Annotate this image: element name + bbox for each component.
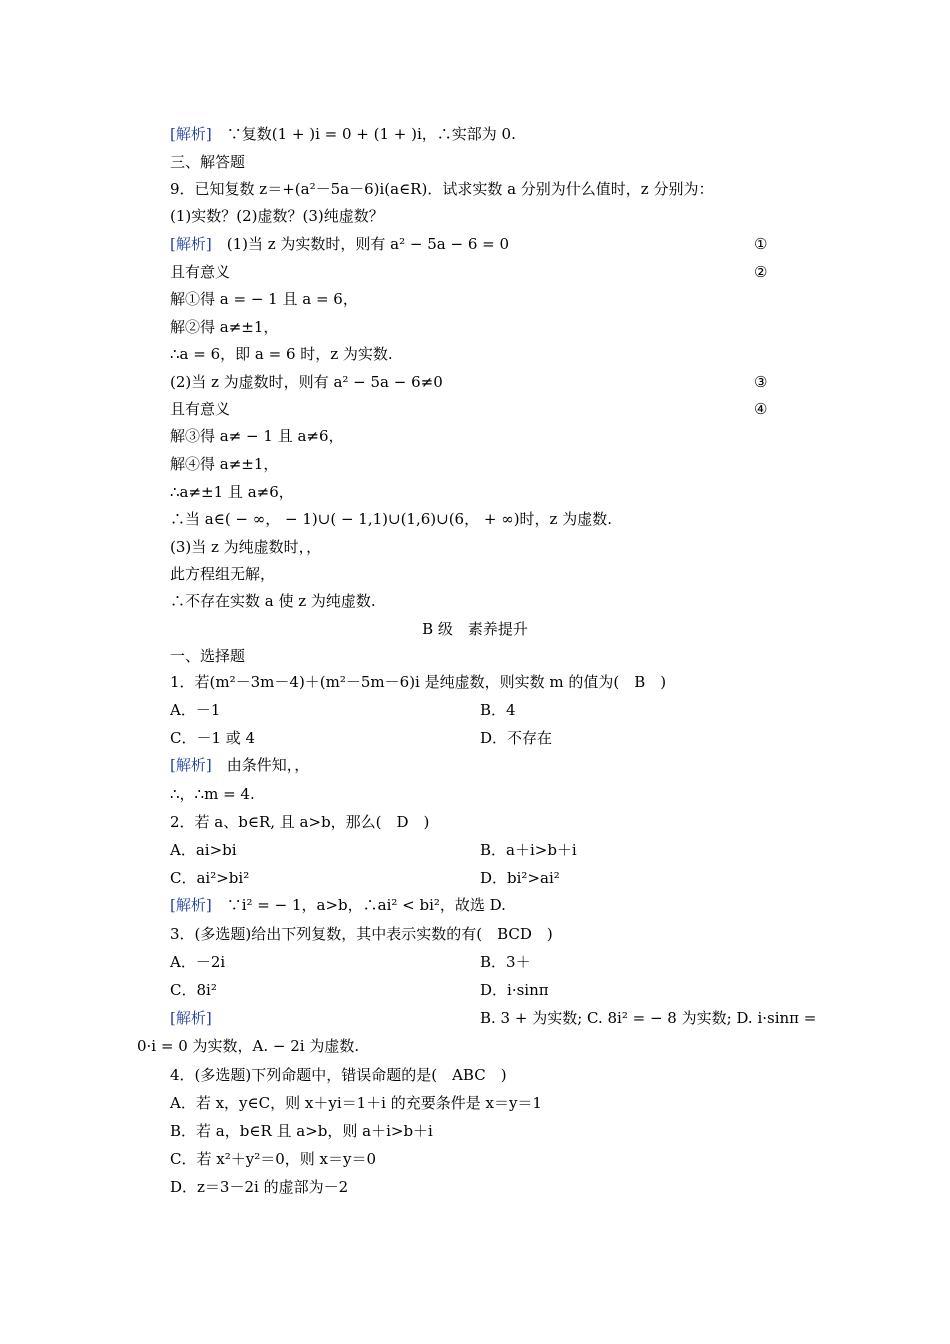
text-line	[170, 1063, 507, 1087]
line-text: (2)当 z 为虚数时，则有 a² − 5a − 6≠0	[170, 373, 443, 391]
text-line	[170, 122, 516, 146]
analysis-tag: [解析]	[170, 756, 212, 774]
text-line	[170, 753, 309, 777]
line-text: D．z＝3－2i 的虚部为－2	[170, 1178, 349, 1196]
line-text: ∴a≠±1 且 a≠6，	[170, 483, 294, 501]
line-text: 解②得 a≠±1，	[170, 318, 279, 336]
line-text: (3)当 z 为纯虚数时，，	[170, 538, 322, 556]
analysis-tag: [解析]	[170, 125, 212, 143]
line-text: 解①得 a = − 1 且 a = 6，	[170, 290, 358, 308]
line-text: ∵复数(1 + )i = 0 + (1 + )i，∴实部为 0.	[211, 125, 516, 143]
line-text: ∵i² = − 1，a>b，∴ai² < bi²，故选 D.	[211, 896, 506, 914]
line-text: 由条件知，，	[211, 756, 310, 774]
text-line	[170, 562, 275, 586]
line-text: 三、解答题	[170, 153, 246, 171]
option-left: C．ai²>bi²	[170, 869, 250, 887]
text-line	[170, 204, 384, 228]
text-line	[170, 452, 278, 476]
text-line	[170, 177, 713, 201]
text-line	[170, 922, 553, 946]
text-line	[170, 370, 443, 394]
text-line	[170, 480, 294, 504]
equation-marker: ①	[754, 235, 768, 253]
line-text: ∴a = 6，即 a = 6 时，z 为实数.	[170, 345, 393, 363]
analysis-tag: [解析]	[170, 896, 212, 914]
text-line	[170, 507, 612, 531]
line-text: (1)实数？(2)虚数？(3)纯虚数？	[170, 207, 384, 225]
line-text: B．若 a，b∈R 且 a>b，则 a＋i>b＋i	[170, 1122, 433, 1140]
text-line	[170, 1147, 376, 1171]
option-right: B．4	[480, 701, 516, 719]
text-line	[170, 1006, 212, 1030]
text-line	[170, 260, 230, 284]
equation-marker: ④	[754, 400, 768, 418]
text-line	[170, 424, 344, 448]
option-right: B．a＋i>b＋i	[480, 841, 577, 859]
line-text: 且有意义	[170, 263, 231, 281]
line-text: 3．(多选题)给出下列复数，其中表示实数的有( BCD )	[170, 925, 553, 943]
line-text: ∴，∴m = 4.	[170, 785, 255, 803]
line-text: ∴当 a∈( − ∞， − 1)∪( − 1,1)∪(1,6)∪(6， + ∞)时，z 为虚数.	[170, 510, 612, 528]
line-text: 且有意义	[170, 400, 231, 418]
text-line	[170, 397, 230, 421]
option-left: A．－2i	[170, 953, 226, 971]
text-line	[170, 782, 255, 806]
line-text: 解④得 a≠±1，	[170, 455, 279, 473]
line-text: (1)当 z 为实数时，则有 a² − 5a − 6 = 0	[211, 235, 510, 253]
text-line	[170, 670, 666, 694]
line-text: 1．若(m²－3m－4)＋(m²－5m－6)i 是纯虚数，则实数 m 的值为( B )	[170, 673, 667, 691]
analysis-tag: [解析]	[170, 1009, 212, 1027]
text-line	[170, 287, 358, 311]
option-left: A．ai>bi	[170, 841, 237, 859]
text-line	[170, 1175, 348, 1199]
text-line	[170, 232, 509, 256]
option-right: D．不存在	[480, 729, 553, 747]
line-text: C．若 x²＋y²＝0，则 x＝y＝0	[170, 1150, 376, 1168]
text-line	[170, 150, 245, 174]
section-heading: B 级 素养提升	[422, 620, 528, 638]
text-line	[170, 342, 393, 366]
line-text: 4．(多选题)下列命题中，错误命题的是( ABC )	[170, 1066, 507, 1084]
option-left: C．－1 或 4	[170, 729, 256, 747]
equation-marker: ②	[754, 263, 768, 281]
equation-marker: ③	[754, 373, 768, 391]
option-right: B．3＋	[480, 953, 531, 971]
text-line	[170, 535, 321, 559]
line-text: 解③得 a≠ − 1 且 a≠6，	[170, 427, 344, 445]
text-line	[170, 893, 506, 917]
text-line	[170, 315, 278, 339]
option-right: D．bi²>ai²	[480, 869, 560, 887]
line-text: A．若 x，y∈C，则 x＋yi＝1＋i 的充要条件是 x＝y＝1	[170, 1094, 542, 1112]
option-left: A．－1	[170, 701, 221, 719]
line-text: 此方程组无解，	[170, 565, 276, 583]
option-right: D．i·sinπ	[480, 981, 549, 999]
text-line	[170, 1119, 433, 1143]
line-text: 9．已知复数 z＝+(a²－5a－6)i(a∈R)．试求实数 a 分别为什么值时，z 分别为：	[170, 180, 714, 198]
text-line	[170, 1091, 542, 1115]
line-text: ∴不存在实数 a 使 z 为纯虚数.	[170, 592, 376, 610]
q3-analysis-continuation: 0·i = 0 为实数，A. − 2i 为虚数.	[137, 1037, 360, 1055]
line-text: 2．若 a、b∈R, 且 a>b，那么( D )	[170, 813, 430, 831]
text-line	[170, 644, 245, 668]
option-left: C．8i²	[170, 981, 217, 999]
q3-analysis-right: B. 3 + 为实数; C. 8i² = − 8 为实数; D. i·sinπ =	[480, 1009, 817, 1027]
line-text: 一、选择题	[170, 647, 246, 665]
text-line	[170, 589, 376, 613]
analysis-tag: [解析]	[170, 235, 212, 253]
text-line	[170, 810, 429, 834]
